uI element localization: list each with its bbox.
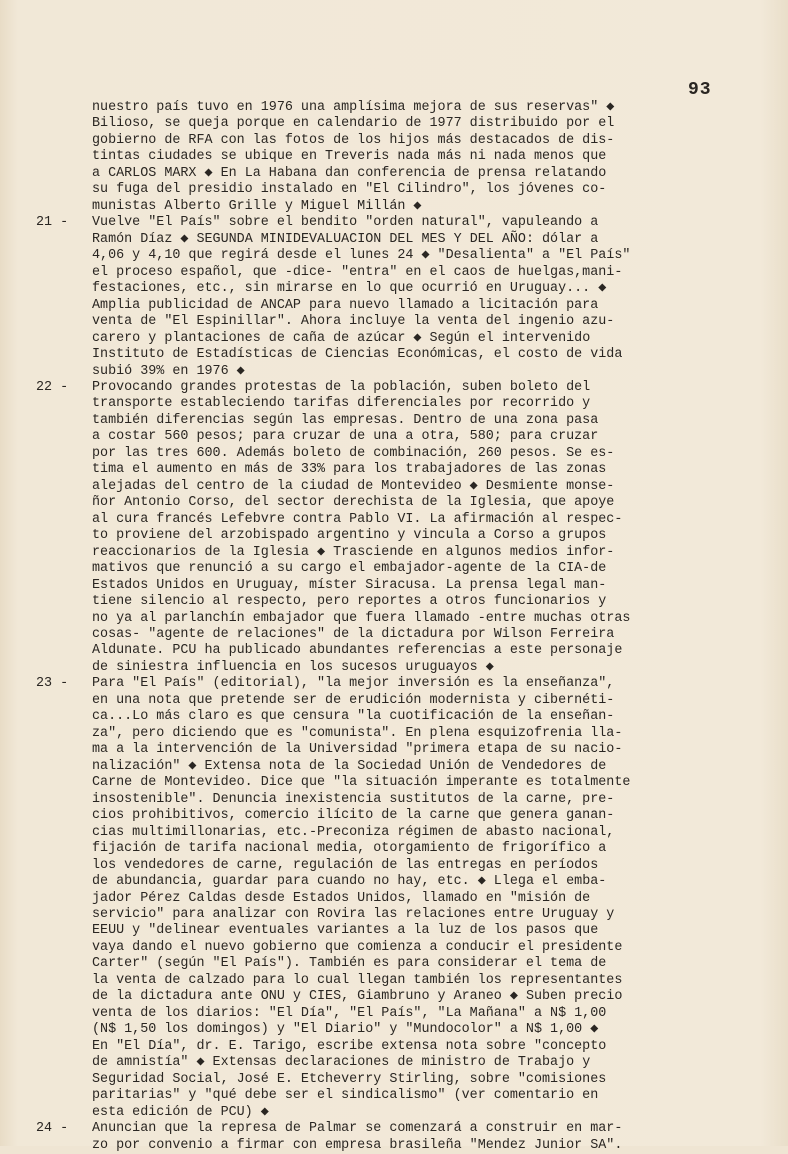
line-text: cosas- "agente de relaciones" de la dictadura por Wilson Ferreira: [92, 627, 615, 642]
line-text: Bilioso, se queja porque en calendario de 1977 distribuido por el: [92, 116, 615, 132]
text-line: [36, 1088, 777, 1104]
line-text: fijación de tarifa nacional media, otorgamiento de frigorífico a: [92, 841, 607, 857]
chronicle-entry: [36, 215, 777, 380]
line-text: 4,06 y 4,10 que regirá desde el lunes 24 ◆ "Desalienta" a "El País": [92, 248, 631, 264]
text-line: [36, 100, 777, 116]
text-line: [36, 611, 777, 627]
line-text: no ya al parlanchín embajador que fuera llamado -entre muchas otras: [92, 610, 631, 626]
chronicle-entry: [36, 676, 777, 1121]
line-text: cios prohibitivos, comercio ilícito de la carne que genera ganan-: [92, 808, 615, 824]
document-body: [36, 100, 777, 1154]
text-line: [36, 149, 777, 165]
line-text: Para "El País" (editorial), "la mejor inversión es la enseñanza",: [92, 676, 615, 692]
text-line: [36, 479, 777, 495]
text-line: [36, 298, 777, 314]
line-text: Carne de Montevideo. Dice que "la situación imperante es totalmente: [92, 775, 631, 791]
day-number: 24 -: [36, 1121, 69, 1137]
line-text: festaciones, etc., sin mirarse en lo que ocurrió en Uruguay... ◆: [92, 281, 607, 297]
text-line: [36, 446, 777, 462]
line-text: al cura francés Lefebvre contra Pablo VI. La afirmación al respec-: [92, 511, 623, 527]
line-text: subió 39% en 1976 ◆: [92, 363, 245, 379]
text-line: [36, 759, 777, 775]
line-text: vaya dando el nuevo gobierno que comienza a conducir el presidente: [92, 939, 623, 955]
line-text: de siniestra influencia en los sucesos uruguayos ◆: [92, 659, 494, 675]
text-line: [36, 643, 777, 659]
line-text: munistas Alberto Grille y Miguel Millán ◆: [92, 198, 422, 214]
text-line: [36, 495, 777, 511]
line-text: venta de los diarios: "El Día", "El País", "La Mañana" a N$ 1,00: [92, 1005, 607, 1021]
line-text: esta edición de PCU) ◆: [92, 1104, 269, 1120]
text-line: [36, 462, 777, 478]
text-line: [36, 891, 777, 907]
line-text: de abundancia, guardar para cuando no hay, etc. ◆ Llega el emba-: [92, 874, 607, 890]
line-text: nuestro país tuvo en 1976 una amplísima mejora de sus reservas" ◆: [92, 100, 615, 115]
line-text: a costar 560 pesos; para cruzar de una a otra, 580; para cruzar: [92, 429, 599, 445]
line-text: Amplia publicidad de ANCAP para nuevo llamado a licitación para: [92, 297, 599, 313]
line-text: ñor Antonio Corso, del sector derechista de la Iglesia, que apoye: [92, 495, 615, 511]
text-line: [36, 265, 777, 281]
text-line: [36, 1055, 777, 1071]
line-text: los vendedores de carne, regulación de las entregas en períodos: [92, 857, 599, 873]
text-line: [36, 429, 777, 445]
text-line: [36, 512, 777, 528]
line-text: ca...Lo más claro es que censura "la cuotificación de la enseñan-: [92, 709, 615, 725]
line-text: gobierno de RFA con las fotos de los hijos más destacados de dis-: [92, 132, 615, 148]
text-line: [36, 215, 777, 231]
line-text: de la dictadura ante ONU y CIES, Giambruno y Araneo ◆ Suben precio: [92, 989, 623, 1005]
text-line: [36, 907, 777, 923]
text-line: [36, 281, 777, 297]
line-text: to proviene del arzobispado argentino y vincula a Corso a grupos: [92, 528, 607, 544]
text-line: [36, 347, 777, 363]
line-text: Provocando grandes protestas de la población, suben boleto del: [92, 379, 591, 395]
text-line: [36, 973, 777, 989]
text-line: [36, 825, 777, 841]
day-number: 22 -: [36, 379, 69, 395]
line-text: reaccionarios de la Iglesia ◆ Trasciende en algunos medios infor-: [92, 544, 615, 560]
text-line: [36, 1006, 777, 1022]
text-line: [36, 594, 777, 610]
line-text: mativos que renunció a su cargo el embajador-agente de la CIA-de: [92, 561, 607, 577]
line-text: Aldunate. PCU ha publicado abundantes referencias a este personaje: [92, 643, 623, 659]
line-text: (N$ 1,50 los domingos) y "El Diario" y "Mundocolor" a N$ 1,00 ◆: [92, 1022, 599, 1038]
line-text: cias multimillonarias, etc.-Preconiza régimen de abasto nacional,: [92, 824, 615, 840]
text-line: [36, 166, 777, 182]
line-text: Estados Unidos en Uruguay, míster Siracusa. La prensa legal man-: [92, 577, 607, 593]
line-text: paritarias" y "qué debe ser el sindicalismo" (ver comentario en: [92, 1088, 599, 1104]
text-line: [36, 940, 777, 956]
line-text: por las tres 600. Además boleto de combinación, 260 pesos. Se es-: [92, 445, 615, 461]
text-line: [36, 660, 777, 676]
text-line: [36, 956, 777, 972]
text-line: [36, 693, 777, 709]
chronicle-entry: [36, 100, 777, 215]
text-line: [36, 742, 777, 758]
line-text: carero y plantaciones de caña de azúcar ◆ Según el intervenido: [92, 330, 591, 346]
line-text: Anuncian que la represa de Palmar se comenzará a construir en mar-: [92, 1121, 623, 1137]
line-text: la venta de calzado para lo cual llegan también los representantes: [92, 972, 623, 988]
line-text: jador Pérez Caldas desde Estados Unidos, llamado en "misión de: [92, 890, 591, 906]
text-line: [36, 808, 777, 824]
line-text: Seguridad Social, José E. Etcheverry Stirling, sobre "comisiones: [92, 1071, 607, 1087]
text-line: [36, 1121, 777, 1137]
line-text: servicio" para analizar con Rovira las relaciones entre Uruguay y: [92, 906, 615, 922]
text-line: [36, 676, 777, 692]
text-line: [36, 1022, 777, 1038]
text-line: [36, 989, 777, 1005]
line-text: de amnistía" ◆ Extensas declaraciones de ministro de Trabajo y: [92, 1055, 591, 1071]
text-line: [36, 792, 777, 808]
line-text: su fuga del presidio instalado en "El Cilindro", los jóvenes co-: [92, 182, 607, 198]
text-line: [36, 133, 777, 149]
text-line: [36, 314, 777, 330]
line-text: za", pero diciendo que es "comunista". En plena esquizofrenia lla-: [92, 725, 623, 741]
text-line: [36, 709, 777, 725]
line-text: Instituto de Estadísticas de Ciencias Económicas, el costo de vida: [92, 347, 623, 363]
text-line: [36, 248, 777, 264]
text-line: [36, 561, 777, 577]
line-text: En "El Día", dr. E. Tarigo, escribe extensa nota sobre "concepto: [92, 1038, 607, 1054]
text-line: [36, 775, 777, 791]
text-line: [36, 182, 777, 198]
line-text: transporte estableciendo tarifas diferenciales por recorrido y: [92, 396, 591, 412]
line-text: venta de "El Espinillar". Ahora incluye la venta del ingenio azu-: [92, 314, 615, 330]
text-line: [36, 1072, 777, 1088]
text-line: [36, 874, 777, 890]
line-text: Ramón Díaz ◆ SEGUNDA MINIDEVALUACION DEL MES Y DEL AÑO: dólar a: [92, 231, 599, 247]
line-text: ma a la intervención de la Universidad "primera etapa de su nacio-: [92, 742, 623, 758]
text-line: [36, 232, 777, 248]
line-text: insostenible". Denuncia inexistencia sustitutos de la carne, pre-: [92, 791, 615, 807]
chronicle-entry: [36, 1121, 777, 1154]
text-line: [36, 331, 777, 347]
line-text: Carter" (según "El País"). También es para considerar el tema de: [92, 956, 607, 972]
text-line: [36, 627, 777, 643]
text-line: [36, 578, 777, 594]
text-line: [36, 396, 777, 412]
line-text: tiene silencio al respecto, pero reportes a otros funcionarios y: [92, 594, 607, 610]
line-text: alejadas del centro de la ciudad de Montevideo ◆ Desmiente monse-: [92, 478, 615, 494]
text-line: [36, 116, 777, 132]
line-text: Vuelve "El País" sobre el bendito "orden natural", vapuleando a: [92, 215, 599, 231]
line-text: zo por convenio a firmar con empresa brasileña "Mendez Junior SA".: [92, 1137, 623, 1153]
text-line: [36, 380, 777, 396]
line-text: el proceso español, que -dice- "entra" en el caos de huelgas,mani-: [92, 264, 623, 280]
text-line: [36, 1105, 777, 1121]
text-line: [36, 364, 777, 380]
text-line: [36, 545, 777, 561]
line-text: nalización" ◆ Extensa nota de la Sociedad Unión de Vendedores de: [92, 758, 607, 774]
day-number: 21 -: [36, 215, 69, 231]
page-number: 93: [688, 80, 712, 100]
chronicle-entry: [36, 380, 777, 676]
line-text: también diferencias según las empresas. Dentro de una zona pasa: [92, 412, 599, 428]
text-line: [36, 528, 777, 544]
text-line: [36, 841, 777, 857]
text-line: [36, 1039, 777, 1055]
text-line: [36, 858, 777, 874]
line-text: tintas ciudades se ubique en Treveris nada más ni nada menos que: [92, 149, 607, 165]
line-text: EEUU y "delinear eventuales variantes a la luz de los pasos que: [92, 923, 599, 939]
line-text: tima el aumento en más de 33% para los trabajadores de las zonas: [92, 462, 607, 478]
line-text: a CARLOS MARX ◆ En La Habana dan conferencia de prensa relatando: [92, 165, 607, 181]
day-number: 23 -: [36, 676, 69, 692]
line-text: en una nota que pretende ser de erudición modernista y cibernéti-: [92, 692, 615, 708]
text-line: [36, 413, 777, 429]
text-line: [36, 923, 777, 939]
text-line: [36, 199, 777, 215]
text-line: [36, 726, 777, 742]
